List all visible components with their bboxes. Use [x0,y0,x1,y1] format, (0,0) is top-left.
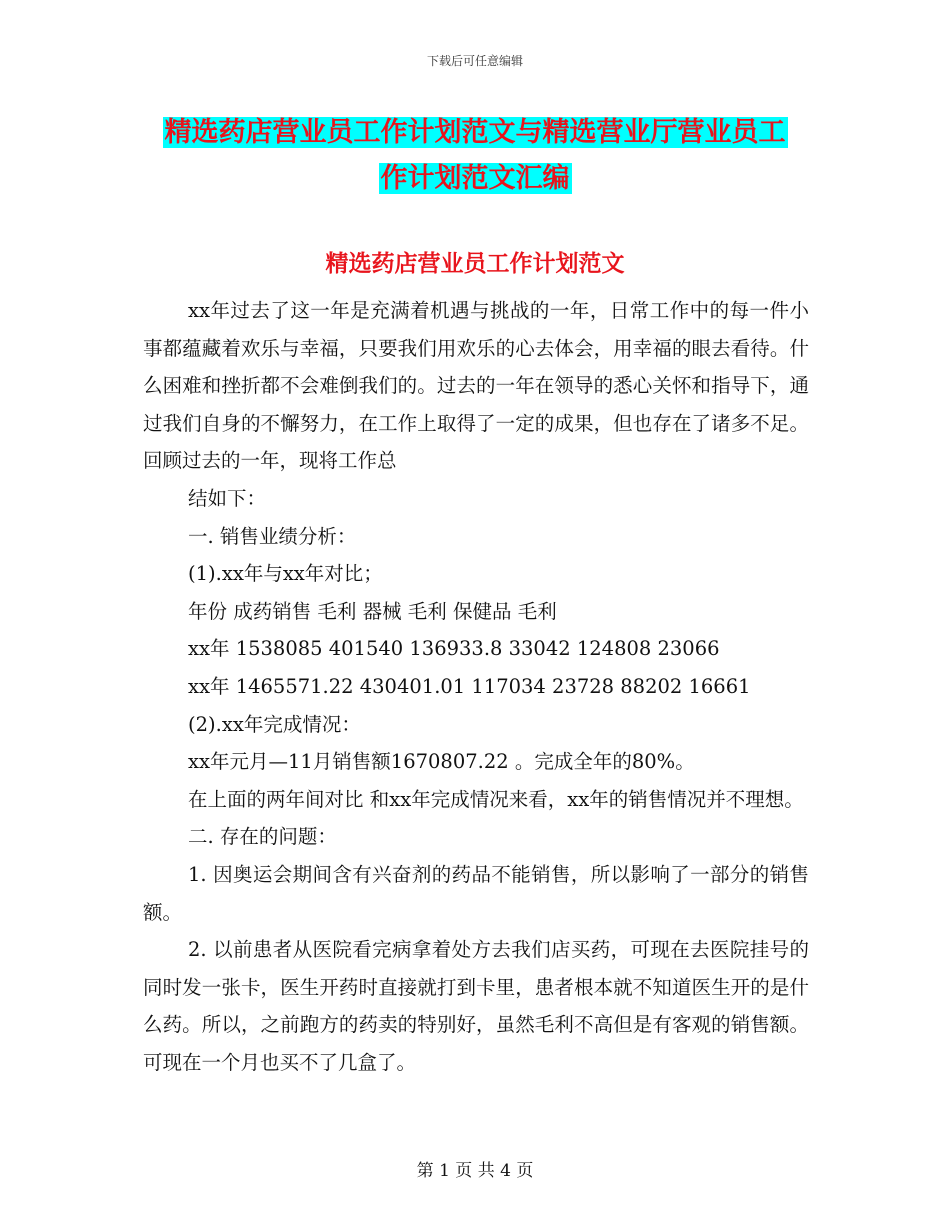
title-line-2: 作计划范文汇编 [380,163,570,194]
section-title: 精选药店营业员工作计划范文 [325,250,625,277]
page-footer: 第 1 页 共 4 页 [416,1161,534,1181]
table-header-row: 年份 成药销售 毛利 器械 毛利 保健品 毛利 [188,599,557,623]
table-row: xx年 1465571.22 430401.01 117034 23728 88202 16661 [188,674,751,698]
intro-paragraph-end: 结如下： [188,486,267,510]
completion-text: xx年元月—11月销售额1670807.22 。完成全年的80%。 [188,750,695,774]
comparison-paragraph: 在上面的两年间对比 和xx年完成情况来看，xx年的销售情况并不理想。 [188,787,804,811]
document-title [0,110,950,202]
document-body [143,292,809,1081]
subheading-completion: (2).xx年完成情况： [188,712,361,736]
heading-sales-analysis: 一. 销售业绩分析： [188,524,357,548]
subheading-year-comparison: (1).xx年与xx年对比； [188,562,383,586]
title-line-1: 精选药店营业员工作计划范文与精选营业厅营业员工 [164,117,786,148]
table-row: xx年 1538085 401540 136933.8 33042 124808 23066 [188,637,720,661]
issue-item-1: 1. 因奥运会期间含有兴奋剂的药品不能销售，所以影响了一部分的销售额。 [143,862,809,924]
header-note: 下载后可任意编辑 [426,54,523,68]
issue-item-2: 2. 以前患者从医院看完病拿着处方去我们店买药，可现在去医院挂号的同时发一张卡，医生开药时直接就打到卡里，患者根本就不知道医生开的是什么药。所以，之前跑方的药卖的特别好，虽然毛利不高但是有客观的销售额。可现在一个月也买不了几盒了。 [143,938,809,1074]
intro-paragraph: xx年过去了这一年是充满着机遇与挑战的一年，日常工作中的每一件小事都蕴藏着欢乐与幸福，只要我们用欢乐的心去体会，用幸福的眼去看待。什么困难和挫折都不会难倒我们的。过去的一年在领导的悉心关怀和指导下，通过我们自身的不懈努力，在工作上取得了一定的成果，但也存在了诸多不足。回顾过去的一年，现将工作总 [143,299,809,473]
heading-problems: 二. 存在的问题： [188,825,337,849]
